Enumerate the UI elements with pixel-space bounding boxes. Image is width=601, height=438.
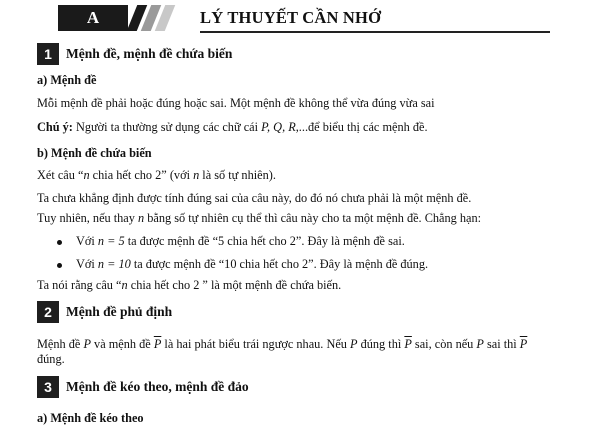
section-title: Mệnh đề kéo theo, mệnh đề đảo xyxy=(66,379,249,394)
paragraph: đúng. xyxy=(37,352,65,366)
section-heading-3 xyxy=(37,376,249,398)
subheading-a: a) Mệnh đề kéo theo xyxy=(37,411,144,425)
list-item: Với n = 10 ta được mệnh đề “10 chia hết cho 2”. Đây là mệnh đề đúng. xyxy=(57,257,428,272)
section-heading-1 xyxy=(37,43,232,65)
banner-underline xyxy=(200,31,550,33)
list-item: Với n = 5 ta được mệnh đề “5 chia hết cho 2”. Đây là mệnh đề sai. xyxy=(57,234,405,249)
section-number: 1 xyxy=(37,43,59,65)
section-title: Mệnh đề, mệnh đề chứa biến xyxy=(66,46,233,61)
section-title: Mệnh đề phủ định xyxy=(66,304,173,319)
paragraph: Mỗi mệnh đề phải hoặc đúng hoặc sai. Một mệnh đề không thể vừa đúng vừa sai xyxy=(37,96,435,110)
section-number: 2 xyxy=(37,301,59,323)
paragraph: Ta nói rằng câu “n chia hết cho 2 ” là một mệnh đề chứa biến. xyxy=(37,278,342,292)
section-heading-2 xyxy=(37,301,172,323)
paragraph: Ta chưa khẳng định được tính đúng sai của câu này, do đó nó chưa phải là một mệnh đề. xyxy=(37,191,472,205)
subheading-b: b) Mệnh đề chứa biến xyxy=(37,146,152,160)
paragraph: Xét câu “n chia hết cho 2” (với n là số tự nhiên). xyxy=(37,168,276,182)
section-banner xyxy=(58,5,558,31)
p-bar: $\overline{P}$ xyxy=(404,337,412,351)
banner-letter: A xyxy=(58,5,128,31)
p-bar: $\overline{P}$ xyxy=(519,337,528,351)
banner-title: LÝ THUYẾT CẦN NHỚ xyxy=(200,8,382,27)
paragraph: Mệnh đề P và mệnh đề $\overline{P}$ là hai phát biểu trái ngược nhau. Nếu P đúng thì $\overline{P}$ sai, còn nếu P sai thì $\overline{P}$ xyxy=(37,337,528,351)
bullet-icon xyxy=(57,263,62,268)
bullet-icon xyxy=(57,240,62,245)
section-number: 3 xyxy=(37,376,59,398)
note-paragraph: Chú ý: Người ta thường sử dụng các chữ cái P, Q, R,...để biểu thị các mệnh đề. xyxy=(37,120,428,134)
paragraph: Tuy nhiên, nếu thay n bằng số tự nhiên cụ thể thì câu này cho ta một mệnh đề. Chẳng hạn: xyxy=(37,211,482,225)
p-bar: $\overline{P}$ xyxy=(153,337,162,351)
note-label: Chú ý: xyxy=(37,120,73,134)
subheading-a: a) Mệnh đề xyxy=(37,73,97,87)
